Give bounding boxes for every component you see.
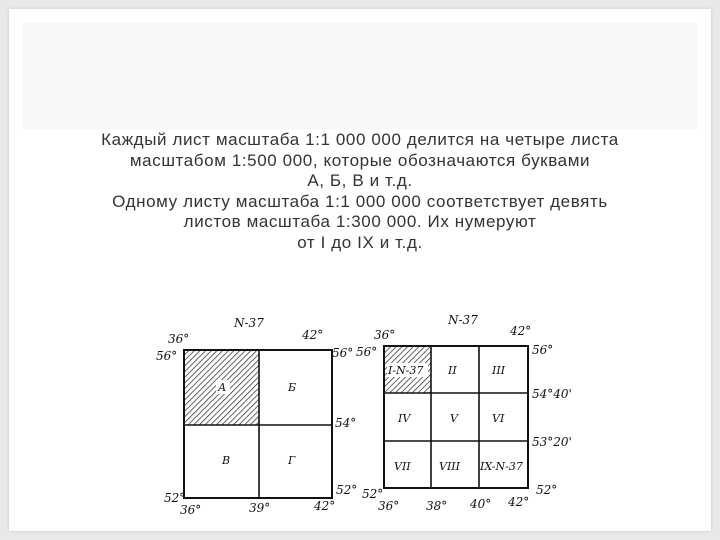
figure-svg bbox=[128, 292, 602, 522]
text-line-5: листов масштаба 1:300 000. Их нумеруют bbox=[183, 212, 537, 231]
right-lat-1: 54°40' bbox=[532, 387, 572, 401]
slide-title-area bbox=[23, 23, 697, 129]
text-line-4: Одному листу масштаба 1:1 000 000 соответствует девять bbox=[112, 191, 608, 211]
left-top-right-lat: 56° bbox=[332, 346, 354, 360]
right-diagram bbox=[356, 313, 572, 513]
right-cell-5: V bbox=[450, 412, 458, 425]
right-cell-8: VIII bbox=[439, 460, 460, 473]
right-lat-2: 53°20' bbox=[532, 435, 572, 449]
right-cell-4: IV bbox=[398, 412, 411, 425]
text-line-1: Каждый лист масштаба 1:1 000 000 делится на четыре листа bbox=[101, 130, 619, 149]
left-top-left-lon: 36° bbox=[168, 332, 190, 346]
right-top-right-lat: 56° bbox=[532, 343, 554, 357]
left-bottom-left-lat: 52° bbox=[164, 491, 186, 505]
slide-body-text bbox=[0, 130, 720, 253]
right-bottom-lon-3: 40° bbox=[470, 497, 492, 511]
left-top-left-lat: 56° bbox=[156, 349, 178, 363]
left-cell-b: Б bbox=[288, 381, 297, 394]
left-bottom-mid-lon: 39° bbox=[249, 501, 271, 515]
right-bottom-lon-1: 36° bbox=[378, 499, 400, 513]
left-sheet-name: N-37 bbox=[234, 316, 264, 330]
right-cell-1: I-N-37 bbox=[388, 364, 424, 377]
sheet-division-figure bbox=[128, 292, 602, 522]
left-bottom-right-lat: 52° bbox=[336, 483, 358, 497]
left-bottom-left-lon: 36° bbox=[180, 503, 202, 517]
right-bottom-lon-2: 38° bbox=[426, 499, 448, 513]
right-bottom-right-lat: 52° bbox=[536, 483, 558, 497]
left-diagram bbox=[156, 316, 357, 517]
right-top-right-lon: 42° bbox=[510, 324, 532, 338]
right-cell-7: VII bbox=[394, 460, 411, 473]
right-bottom-left-lat: 52° bbox=[362, 487, 384, 501]
right-cell-3: III bbox=[492, 364, 506, 377]
left-cell-g: Г bbox=[288, 454, 296, 467]
right-cell-6: VI bbox=[492, 412, 505, 425]
left-cell-v: В bbox=[222, 454, 231, 467]
text-line-3: А, Б, В и т.д. bbox=[307, 171, 413, 190]
left-mid-right-lat: 54° bbox=[335, 416, 357, 430]
right-bottom-lon-4: 42° bbox=[508, 495, 530, 509]
right-top-left-lon: 36° bbox=[374, 328, 396, 342]
right-cell-9: IX-N-37 bbox=[480, 460, 523, 473]
right-top-left-lat: 56° bbox=[356, 345, 378, 359]
right-sheet-name: N-37 bbox=[448, 313, 478, 327]
text-line-6: от I до IX и т.д. bbox=[297, 232, 423, 252]
left-top-right-lon: 42° bbox=[302, 328, 324, 342]
right-cell-2: II bbox=[448, 364, 457, 377]
text-line-2: масштабом 1:500 000, которые обозначаются буквами bbox=[129, 150, 591, 170]
left-bottom-right-lon: 42° bbox=[314, 499, 336, 513]
left-cell-a: А bbox=[218, 381, 227, 394]
